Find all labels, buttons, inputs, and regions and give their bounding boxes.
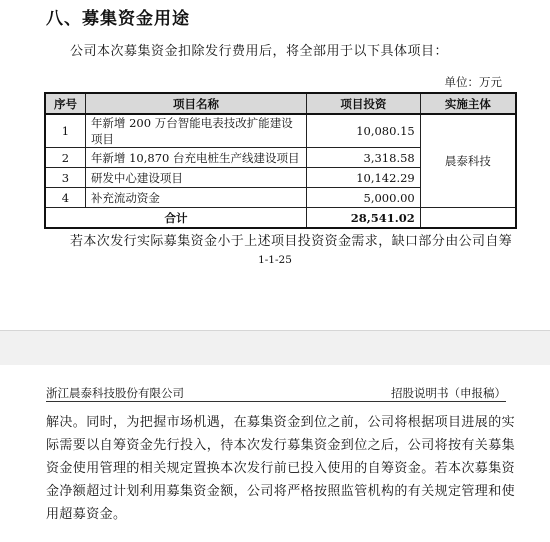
total-amount: 28,541.02 <box>307 208 421 229</box>
row-no: 4 <box>45 188 85 208</box>
table-header-row <box>45 93 516 114</box>
header-no: 序号 <box>45 93 85 114</box>
row-project-name: 年新增 200 万台智能电表技改扩能建设项目 <box>85 114 306 148</box>
implementer-cell: 晨泰科技 <box>420 114 516 208</box>
header-investment: 项目投资 <box>307 93 421 114</box>
row-investment: 3,318.58 <box>307 148 421 168</box>
total-label: 合计 <box>45 208 307 229</box>
header-implementer: 实施主体 <box>420 93 516 114</box>
row-no: 1 <box>45 114 85 148</box>
intro-paragraph: 公司本次募集资金扣除发行费用后，将全部用于以下具体项目： <box>70 44 449 59</box>
document-page-bottom <box>0 365 550 542</box>
page-number: 1-1-25 <box>258 254 292 266</box>
paragraph-line: 用超募资金。 <box>46 507 127 522</box>
row-project-name: 研发中心建设项目 <box>85 168 306 188</box>
row-no: 2 <box>45 148 85 168</box>
table-total-row <box>45 208 516 229</box>
header-project-name: 项目名称 <box>85 93 306 114</box>
paragraph-line: 解决。同时，为把握市场机遇，在募集资金到位之前，公司将根据项目进展的实 <box>46 415 516 430</box>
unit-label: 单位：万元 <box>444 75 502 89</box>
row-investment: 10,142.29 <box>307 168 421 188</box>
page-separator <box>0 330 550 366</box>
row-investment: 5,000.00 <box>307 188 421 208</box>
fundraising-projects-table <box>44 92 517 229</box>
paragraph-line: 金净额超过计划利用募集资金额，公司将严格按照监管机构的有关规定管理和使 <box>46 484 516 499</box>
row-investment: 10,080.15 <box>307 114 421 148</box>
running-header <box>46 381 506 402</box>
row-project-name: 年新增 10,870 台充电桩生产线建设项目 <box>85 148 306 168</box>
row-no: 3 <box>45 168 85 188</box>
section-title: 八、募集资金用途 <box>46 9 190 29</box>
continuation-paragraph <box>46 411 516 526</box>
paragraph-line: 资金使用管理的相关规定置换本次发行前已投入使用的自筹资金。若本次募集资 <box>46 461 516 476</box>
company-name: 浙江晨泰科技股份有限公司 <box>46 386 184 400</box>
row-project-name: 补充流动资金 <box>85 188 306 208</box>
document-type: 招股说明书（申报稿） <box>391 386 506 400</box>
total-implementer-empty <box>420 208 516 229</box>
shortfall-paragraph: 若本次发行实际募集资金小于上述项目投资资金需求，缺口部分由公司自筹 <box>70 234 513 249</box>
table-row <box>45 114 516 148</box>
paragraph-line: 际需要以自筹资金先行投入，待本次发行募集资金到位之后，公司将按有关募集 <box>46 438 516 453</box>
